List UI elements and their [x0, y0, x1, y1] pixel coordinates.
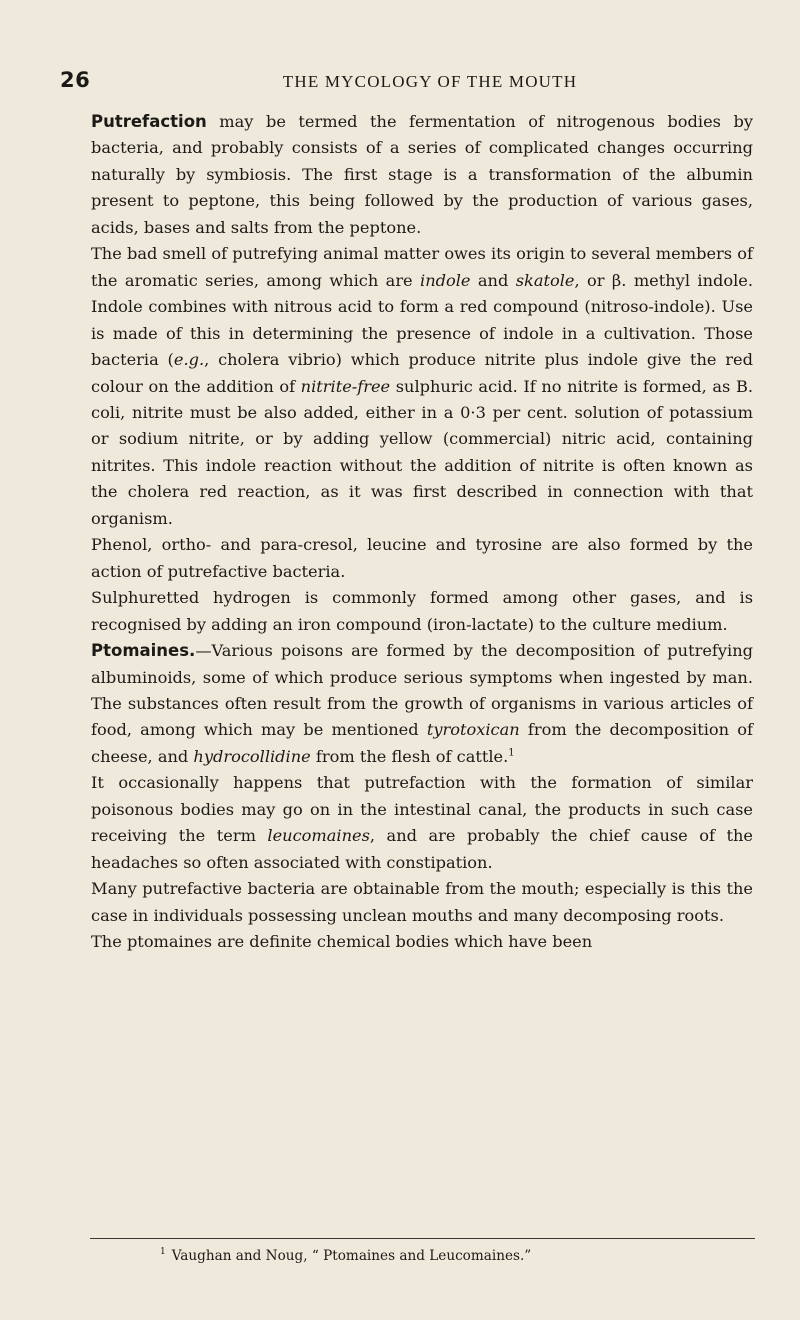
paragraph-ptomaines-definite: [91, 929, 753, 955]
paragraph-text: and: [470, 270, 516, 290]
paragraph-text: Sulphuretted hydrogen is commonly formed among other gases, and is recognised by adding an iron compound (iron-lactate) to the culture medium.: [91, 588, 753, 634]
paragraph-phenol: [91, 532, 753, 585]
paragraph-text: It occasionally happens that putrefaction with the formation of similar poisonous bodies may go on in the intestinal canal, the products in such case receiving the term: [91, 773, 753, 846]
paragraph-text: , cholera vibrio) which produce nitrite plus indole give the red colour on the addition of: [91, 350, 753, 396]
italic-term: indole: [420, 270, 471, 290]
paragraph-text: from the flesh of cattle.: [310, 746, 509, 766]
italic-term: e.g.: [173, 350, 205, 370]
footnote-reference: 1: [508, 747, 515, 759]
italic-term: tyrotoxican: [426, 720, 520, 740]
italic-term: nitrite-free: [300, 376, 391, 396]
paragraph-text: Phenol, ortho- and para-cresol, leucine and tyrosine are also formed by the action of putrefactive bacteria.: [91, 535, 753, 581]
footnote-rule: [90, 1238, 755, 1239]
paragraph-text: The ptomaines are definite chemical bodies which have been: [91, 932, 593, 952]
paragraph-sulphuretted-hydrogen: [91, 585, 753, 638]
italic-term: leucomaines: [267, 826, 370, 846]
page-header: [60, 68, 760, 98]
running-head: THE MYCOLOGY OF THE MOUTH: [282, 72, 578, 91]
paragraph-text: Many putrefactive bacteria are obtainable from the mouth; especially is this the case in individuals possessing unclean mouths and many decomposing roots.: [91, 879, 753, 925]
paragraph-lead: Ptomaines.: [91, 641, 196, 661]
paragraph-mouth-bacteria: [91, 876, 753, 929]
italic-term: hydrocollidine: [193, 746, 311, 766]
paragraph-text: —Various poisons are formed by the decomposition of putrefying albuminoids, some of which produce serious symptoms when ingested by man. The substances often result from the growth of organisms in various articles of food, among which may be mentioned: [91, 641, 753, 740]
paragraph-text: sulphuric acid. If no nitrite is formed, as B. coli, nitrite must be also added, either in a 0·3 per cent. solution of potassium or sodium nitrite, or by adding yellow (commercial) nitric acid, containing nitrites. This indole reaction without the addition of nitrite is often known as the cholera red reaction, as it was first described in connection with that organism.: [91, 376, 753, 528]
paragraph-lead: Putrefaction: [91, 112, 207, 131]
paragraph-text: may be termed the fermentation of nitrogenous bodies by bacteria, and probably consists of a series of complicated changes occurring naturally by symbiosis. The first stage is a transformation of the albumin present to peptone, this being followed by the production of various gases, acids, bases and salts from the peptone.: [91, 112, 753, 237]
paragraph-putrefaction: [91, 109, 753, 241]
paragraph-intestinal: [91, 770, 753, 876]
body-text: [91, 109, 753, 956]
paragraph-text: The bad smell of putrefying animal matter owes its origin to several members of the aromatic series, among which are: [91, 244, 753, 290]
paragraph-bad-smell: [91, 241, 753, 532]
paragraph-ptomaines: [91, 638, 753, 770]
paragraph-text: , and are probably the chief cause of the headaches so often associated with constipation.: [91, 826, 753, 872]
footnote-mark: 1: [160, 1247, 166, 1258]
page-number: 26: [60, 68, 91, 92]
paragraph-text: from the decomposition of cheese, and: [91, 720, 754, 766]
italic-term: skatole: [515, 270, 575, 290]
footnote-text: Vaughan and Noug, “ Ptomaines and Leucomaines.”: [171, 1248, 532, 1264]
footnote: [160, 1246, 755, 1266]
paragraph-text: , or β. methyl indole. Indole combines with nitrous acid to form a red compound (nitroso-indole). Use is made of this in determining the presence of indole in a cultivation. Those bacteria (: [91, 270, 754, 370]
